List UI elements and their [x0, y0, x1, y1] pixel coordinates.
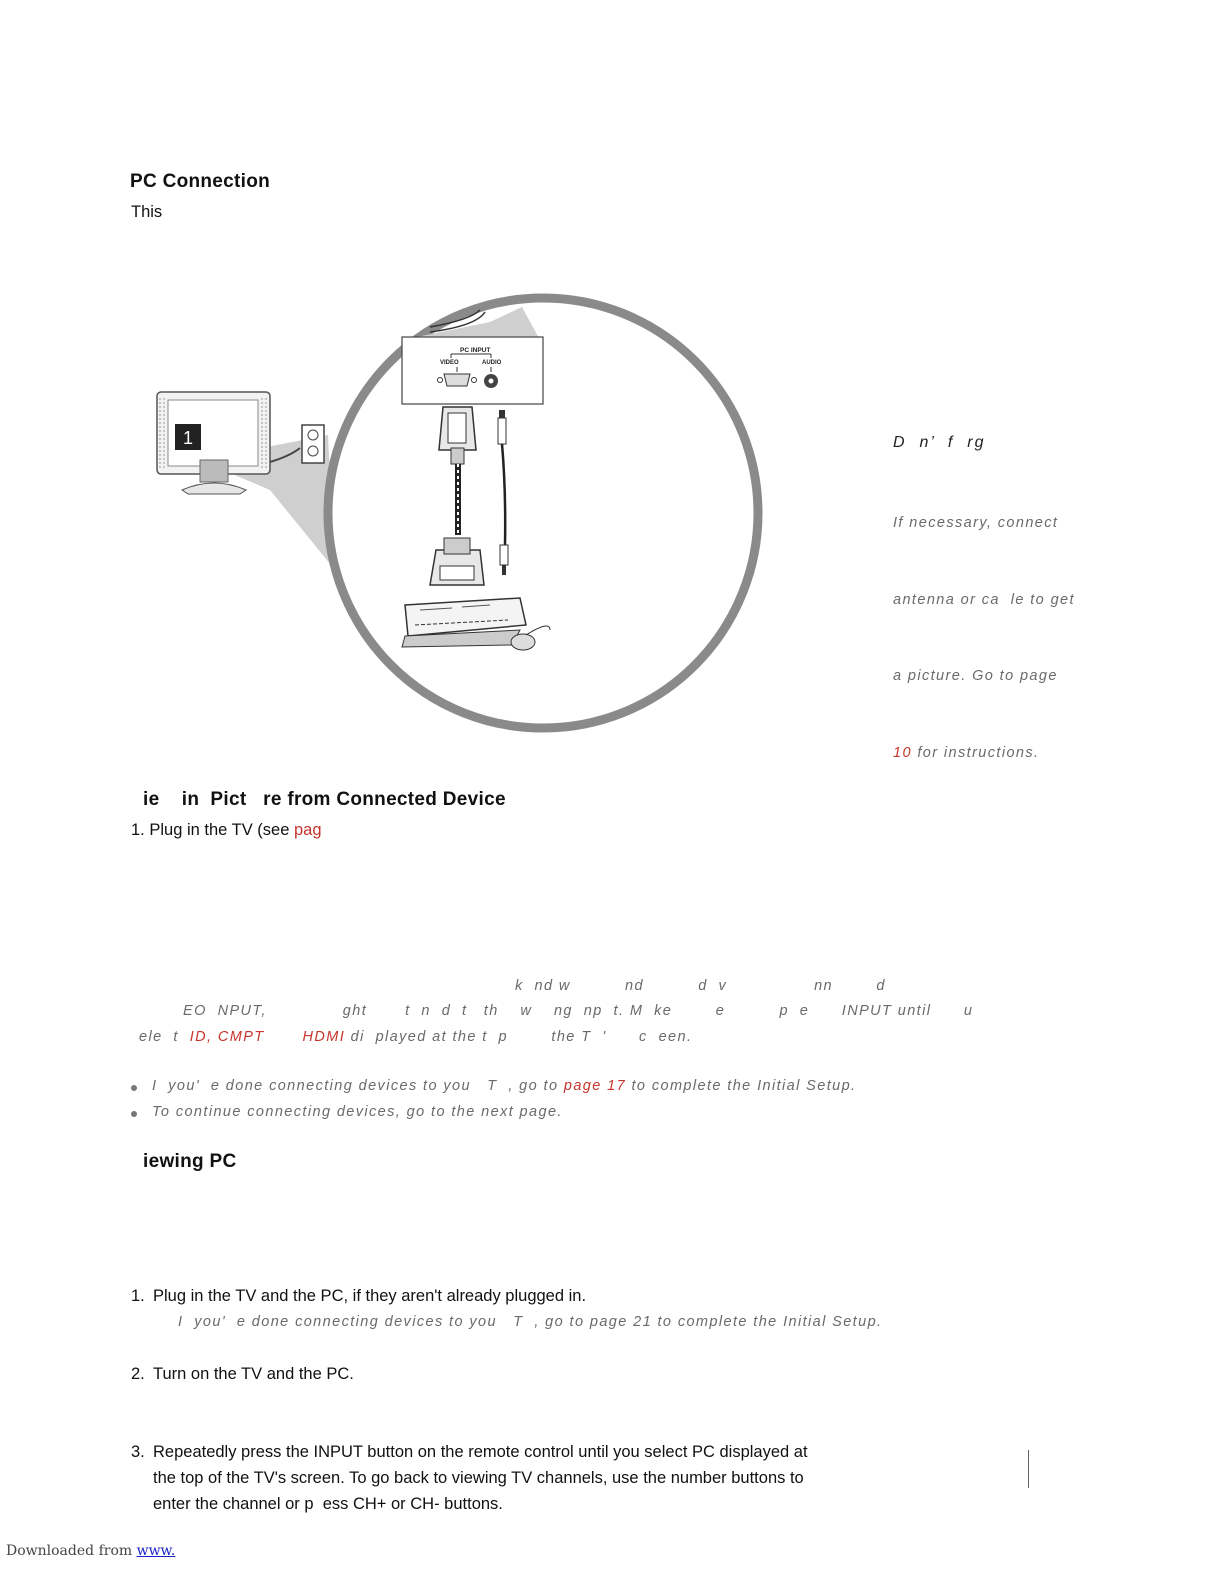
step-badge	[175, 424, 201, 450]
step-text: Plug in the TV and the PC, if they aren't already plugged in.	[153, 1287, 587, 1305]
bullet-text: to complete the Initial Setup.	[626, 1078, 857, 1094]
sidebar-page-link[interactable]: 10	[893, 744, 912, 761]
step-text: the top of the TV's screen. To go back to viewing TV channels, use the number buttons to	[153, 1469, 804, 1487]
faded-text-line	[139, 1029, 692, 1045]
sidebar-line: a picture. Go to page	[893, 668, 1058, 684]
page-link[interactable]: pag	[293, 821, 322, 839]
page-number-divider	[1028, 1450, 1029, 1488]
bullet-dot	[131, 1111, 137, 1117]
section-heading-viewing-picture: ie in Pict re from Connected Device	[143, 789, 506, 810]
step-text: Plug in the TV (see	[149, 821, 294, 839]
bullet-item	[152, 1078, 856, 1094]
step-item	[131, 1361, 808, 1387]
note-text: I you' e done connecting devices to you T , go to page 21 to complete the Initial Setup.	[178, 1314, 883, 1330]
step-text: Turn on the TV and the PC.	[153, 1365, 354, 1383]
sidebar-line: If necessary, connect	[893, 515, 1059, 531]
audio-port-icon	[484, 374, 498, 388]
step-text: enter the channel or p ess CH+ or CH- buttons.	[153, 1495, 503, 1513]
step-number: 3.	[131, 1443, 145, 1461]
section-heading-pc-connection: PC Connection	[130, 171, 271, 192]
faded-text-line: EO NPUT, ght t n d t th w ng np t. M ke e p e INPUT until u	[183, 1003, 974, 1019]
sidebar-title: D n’ f rg	[893, 434, 986, 451]
sidebar-note	[893, 460, 1075, 792]
step-number: 1.	[131, 821, 145, 839]
sidebar-line	[893, 741, 1075, 767]
download-footer	[6, 1543, 278, 1559]
step-number: 1.	[131, 1287, 145, 1305]
audio-label: AUDIO	[482, 360, 502, 366]
video-label: VIDEO	[440, 360, 459, 366]
bullet-dot	[131, 1085, 137, 1091]
step-text: Repeatedly press the INPUT button on the remote control until you select PC displayed at	[153, 1443, 808, 1461]
faded-text-span: di played at the t p the T ' c een.	[345, 1029, 693, 1045]
section-heading-viewing-pc: iewing PC	[143, 1151, 237, 1172]
footer-link[interactable]: www.	[136, 1543, 176, 1559]
section2-step1	[131, 817, 322, 843]
input-names-link[interactable]: ID, CMPT HDMI	[189, 1029, 346, 1045]
faded-text-span: ele t	[139, 1029, 190, 1045]
faded-text-line: k nd w nd d v nn d	[515, 978, 886, 994]
footer-text: Downloaded from	[6, 1543, 137, 1559]
pc-connection-diagram	[140, 280, 780, 750]
section-intro: This	[131, 203, 163, 221]
step-number: 2.	[131, 1365, 145, 1383]
bullet-item: To continue connecting devices, go to the next page.	[152, 1104, 563, 1120]
sidebar-line-end: for instructions.	[911, 744, 1040, 761]
step-item	[131, 1439, 808, 1517]
viewing-pc-steps	[131, 1179, 808, 1595]
step-item	[131, 1283, 808, 1309]
step-badge-number: 1	[182, 428, 194, 448]
bullet-text: I you' e done connecting devices to you T , go to	[152, 1078, 564, 1094]
pc-input-label: PC INPUT	[460, 347, 491, 354]
sidebar-line: antenna or ca le to get	[893, 591, 1075, 608]
page-link[interactable]: page 17	[563, 1078, 627, 1094]
